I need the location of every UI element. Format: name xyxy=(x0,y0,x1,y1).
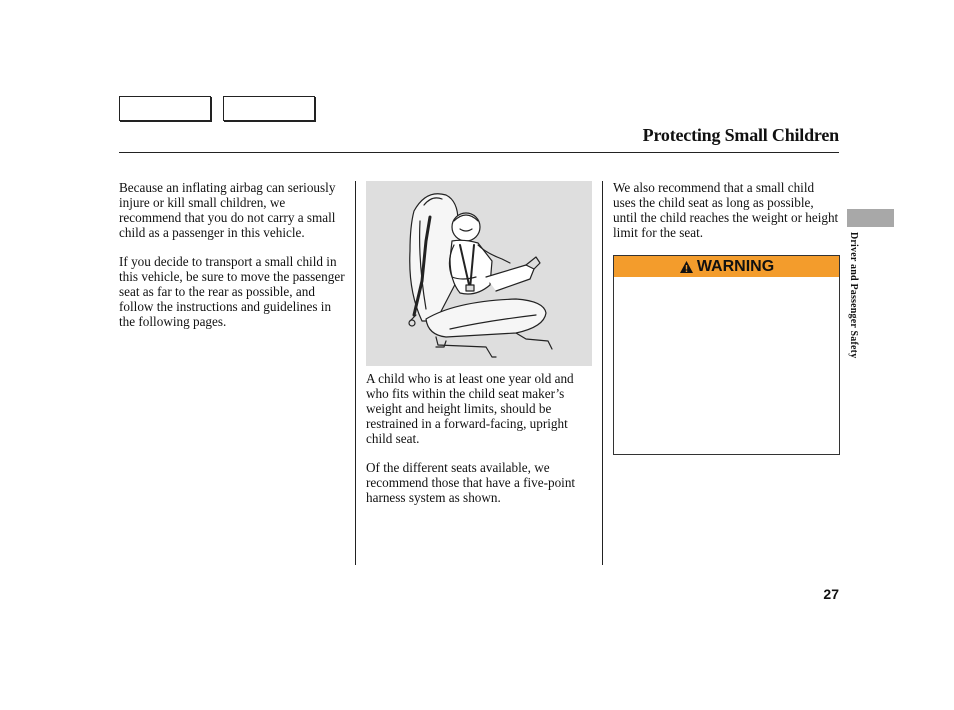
column-3 xyxy=(613,181,839,255)
child-seat-illustration xyxy=(366,181,592,366)
column-1 xyxy=(119,181,349,345)
page-title: Protecting Small Children xyxy=(642,125,839,145)
nav-button-previous[interactable] xyxy=(119,96,211,121)
column-2 xyxy=(366,372,596,521)
paragraph: If you decide to transport a small child in this vehicle, be sure to move the passenger seat as far to the rear as possible, and follow the instructions and guidelines in the following pages. xyxy=(119,254,345,330)
paragraph: We also recommend that a small child uses the child seat as long as possible, until the child reaches the weight or height limit for the seat. xyxy=(613,180,839,240)
paragraph: A child who is at least one year old and who fits within the child seat maker’s weight and height limits, should be restrained in a forward-facing, upright child seat. xyxy=(366,371,574,446)
column-divider xyxy=(602,181,603,565)
child-seat-figure xyxy=(366,181,592,366)
warning-triangle-icon xyxy=(679,260,694,274)
section-label: Driver and Passenger Safety xyxy=(848,232,859,359)
title-rule xyxy=(119,152,839,153)
section-tab[interactable] xyxy=(847,209,894,227)
warning-box xyxy=(613,255,840,455)
column-divider xyxy=(355,181,356,565)
paragraph: Because an inflating airbag can seriously injure or kill small children, we recommend that you do not carry a small child as a passenger in this vehicle. xyxy=(119,180,336,240)
paragraph: Of the different seats available, we recommend those that have a five-point harness system as shown. xyxy=(366,460,576,506)
warning-header xyxy=(614,256,839,277)
warning-label: WARNING xyxy=(696,257,775,275)
page-number: 27 xyxy=(823,586,839,602)
nav-button-next[interactable] xyxy=(223,96,315,121)
